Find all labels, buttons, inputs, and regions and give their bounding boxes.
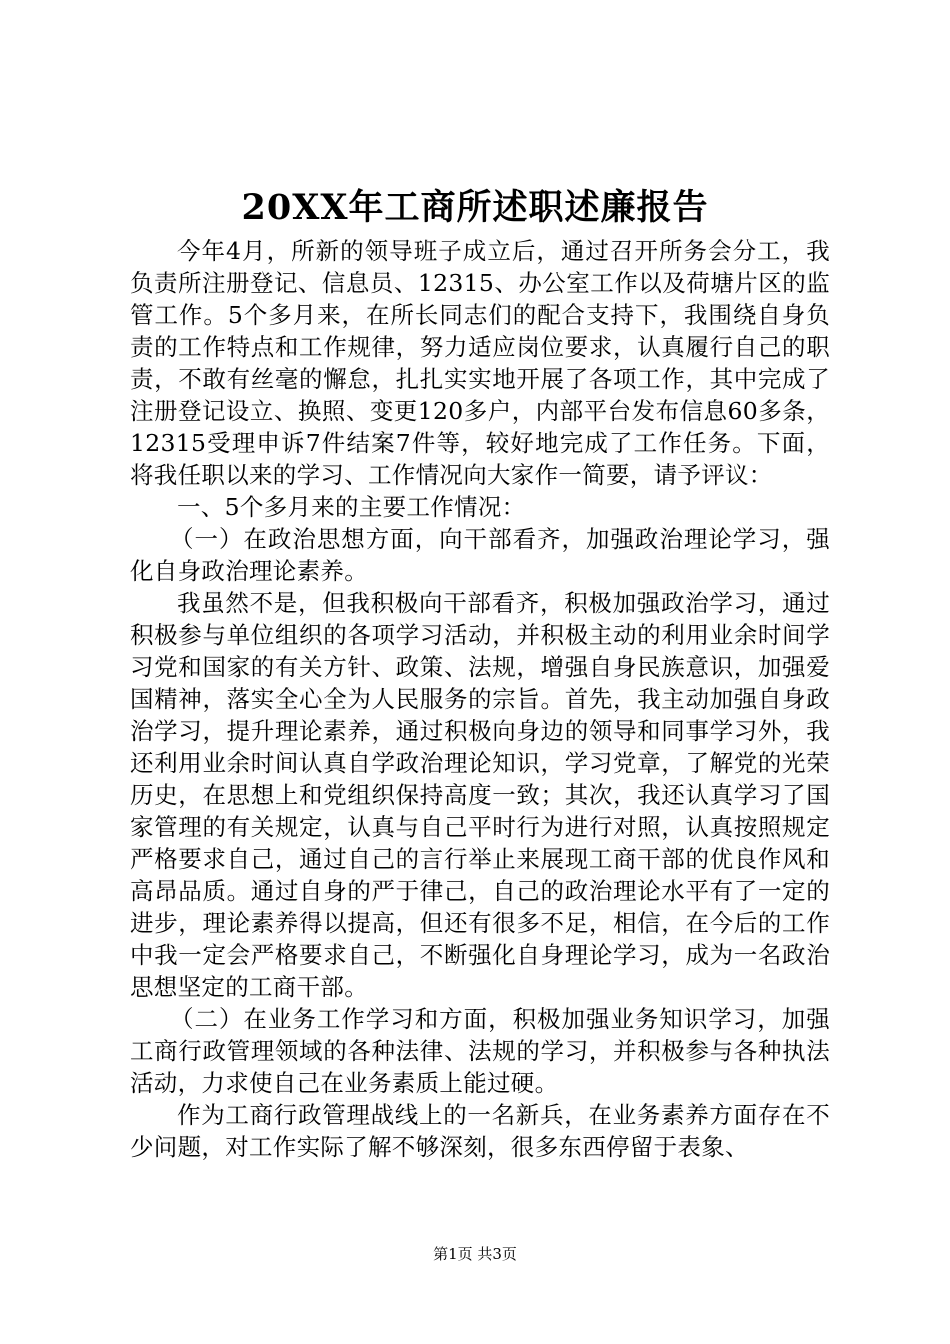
page-footer: 第1页 共3页 — [433, 1245, 517, 1263]
paragraph-subsection-two: （二）在业务工作学习和方面，积极加强业务知识学习，加强工商行政管理领域的各种法律、法规的学习，并积极参与各种执法活动，力求使自己在业务素质上能过硬。 — [130, 1005, 830, 1097]
document-body — [130, 235, 830, 1163]
paragraph-business-study: 作为工商行政管理战线上的一名新兵，在业务素养方面存在不少问题，对工作实际了解不够深刻，很多东西停留于表象、 — [130, 1101, 830, 1161]
paragraph-section-heading: 一、5个多月来的主要工作情况： — [177, 493, 526, 521]
document-title: 20XX年工商所述职述廉报告 — [241, 187, 709, 228]
paragraph-intro: 今年4月，所新的领导班子成立后，通过召开所务会分工，我负责所注册登记、信息员、12315、办公室工作以及荷塘片区的监管工作。5个多月来，在所长同志们的配合支持下，我围绕自身负责的工作特点和工作规律，努力适应岗位要求，认真履行自己的职责，不敢有丝毫的懈怠，扎扎实实地开展了各项工作，其中完成了注册登记设立、换照、变更120多户，内部平台发布信息60多条，12315受理申诉7件结案7件等，较好地完成了工作任务。下面，将我任职以来的学习、工作情况向大家作一简要，请予评议： — [130, 237, 830, 489]
paragraph-subsection-one: （一）在政治思想方面，向干部看齐，加强政治理论学习，强化自身政治理论素养。 — [130, 525, 830, 585]
paragraph-political-study: 我虽然不是，但我积极向干部看齐，积极加强政治学习，通过积极参与单位组织的各项学习活动，并积极主动的利用业余时间学习党和国家的有关方针、政策、法规，增强自身民族意识，加强爱国精神，落实全心全为人民服务的宗旨。首先，我主动加强自身政治学习，提升理论素养，通过积极向身边的领导和同事学习外，我还利用业余时间认真自学政治理论知识，学习党章，了解党的光荣历史，在思想上和党组织保持高度一致；其次，我还认真学习了国家管理的有关规定，认真与自己平时行为进行对照，认真按照规定严格要求自己，通过自己的言行举止来展现工商干部的优良作风和高昂品质。通过自身的严于律己，自己的政治理论水平有了一定的进步，理论素养得以提高，但还有很多不足，相信，在今后的工作中我一定会严格要求自己，不断强化自身理论学习，成为一名政治思想坚定的工商干部。 — [130, 589, 830, 1001]
